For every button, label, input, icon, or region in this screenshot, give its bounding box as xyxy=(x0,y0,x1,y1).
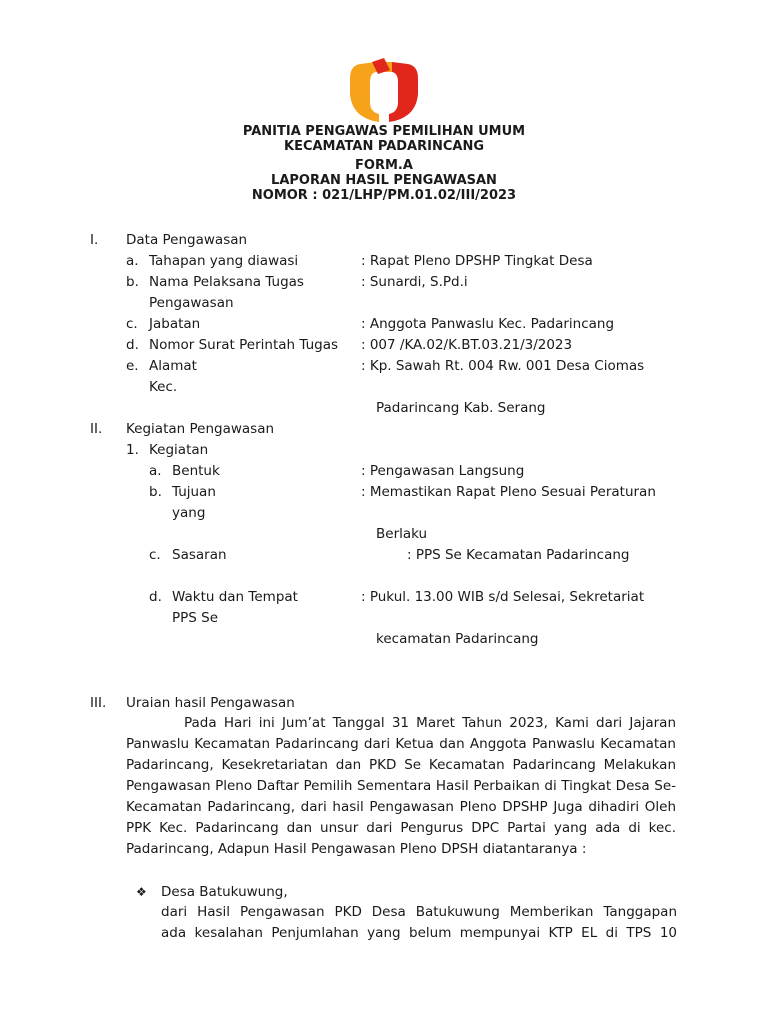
item-value-continuation: Padarincang Kab. Serang xyxy=(376,400,546,416)
item-label-continuation: yang xyxy=(172,505,206,521)
item-value: : Rapat Pleno DPSHP Tingkat Desa xyxy=(361,253,593,269)
logo-center-gap xyxy=(379,76,389,114)
bullet-text-line: dari Hasil Pengawasan PKD Desa Batukuwung Memberikan Tanggapan xyxy=(161,904,677,920)
org-title: PANITIA PENGAWAS PEMILIHAN UMUM xyxy=(242,124,526,139)
item-label-continuation: Kec. xyxy=(149,379,178,395)
item-label: Alamat xyxy=(149,358,197,374)
item-value: : Memastikan Rapat Pleno Sesuai Peraturan xyxy=(361,484,656,500)
item-value: : PPS Se Kecamatan Padarincang xyxy=(407,547,630,563)
bullet-title: Desa Batukuwung, xyxy=(161,884,288,900)
item-label: Tujuan xyxy=(172,484,216,500)
item-label: Waktu dan Tempat xyxy=(172,589,298,605)
item-letter: c. xyxy=(126,316,138,332)
subsection-title: Kegiatan xyxy=(149,442,209,458)
report-paragraph-text: Pada Hari ini Jum’at Tanggal 31 Maret Tahun 2023, Kami dari Jajaran Panwaslu Kecamatan Padarincang dari Ketua dan Anggota Panwaslu Kecamatan Padarincang, Kesekretariatan dan PKD Se Kecamatan Padarincang Melakukan Pengawasan Pleno Daftar Pemilih Sementara Hasil Perbaikan di Tingkat Desa Se- Kecamatan Padarincang, dari hasil Pengawasan Pleno DPSHP Juga dihadiri Oleh PPK Kec. Padarincang dan unsur dari Pengurus DPC Partai yang ada di kec. Padarincang, Adapun Hasil Pengawasan Pleno DPSH diatantaranya : xyxy=(126,715,676,857)
section-2-number: II. xyxy=(90,421,103,437)
item-label-continuation: PPS Se xyxy=(172,610,219,626)
item-label: Tahapan yang diawasi xyxy=(149,253,299,269)
item-value: : Pukul. 13.00 WIB s/d Selesai, Sekretariat xyxy=(361,589,645,605)
bullet-text-line: ada kesalahan Penjumlahan yang belum mempunyai KTP EL di TPS 10 xyxy=(161,925,677,941)
item-letter: c. xyxy=(149,547,161,563)
item-letter: d. xyxy=(149,589,162,605)
item-letter: e. xyxy=(126,358,139,374)
item-value-continuation: kecamatan Padarincang xyxy=(376,631,539,647)
item-value: : Anggota Panwaslu Kec. Padarincang xyxy=(361,316,615,332)
item-value: : Pengawasan Langsung xyxy=(361,463,525,479)
report-paragraph xyxy=(126,713,676,860)
item-label-continuation: Pengawasan xyxy=(149,295,234,311)
item-label: Jabatan xyxy=(149,316,201,332)
item-letter: b. xyxy=(126,274,139,290)
org-subtitle: KECAMATAN PADARINCANG xyxy=(284,139,484,154)
bullet-diamond-icon: ❖ xyxy=(136,885,147,899)
bawaslu-logo xyxy=(346,56,422,124)
item-letter: d. xyxy=(126,337,139,353)
section-1-number: I. xyxy=(90,232,99,248)
item-label: Nomor Surat Perintah Tugas xyxy=(149,337,339,353)
item-letter: a. xyxy=(149,463,162,479)
item-value: : Sunardi, S.Pd.i xyxy=(361,274,468,290)
item-label: Sasaran xyxy=(172,547,227,563)
section-1-title: Data Pengawasan xyxy=(126,232,248,248)
item-label: Bentuk xyxy=(172,463,220,479)
logo-left-segment xyxy=(350,62,379,122)
item-value-continuation: Berlaku xyxy=(376,526,428,542)
section-3-number: III. xyxy=(90,695,107,711)
item-label: Nama Pelaksana Tugas xyxy=(149,274,304,290)
item-value: : Kp. Sawah Rt. 004 Rw. 001 Desa Ciomas xyxy=(361,358,645,374)
item-letter: a. xyxy=(126,253,139,269)
section-3-title: Uraian hasil Pengawasan xyxy=(126,695,295,711)
form-label: FORM.A xyxy=(355,158,413,173)
item-letter: b. xyxy=(149,484,162,500)
section-2-title: Kegiatan Pengawasan xyxy=(126,421,275,437)
item-value: : 007 /KA.02/K.BT.03.21/3/2023 xyxy=(361,337,573,353)
report-title: LAPORAN HASIL PENGAWASAN xyxy=(271,173,497,188)
logo-right-segment xyxy=(389,62,418,122)
subsection-number: 1. xyxy=(126,442,139,458)
report-number: NOMOR : 021/LHP/PM.01.02/III/2023 xyxy=(251,188,517,203)
